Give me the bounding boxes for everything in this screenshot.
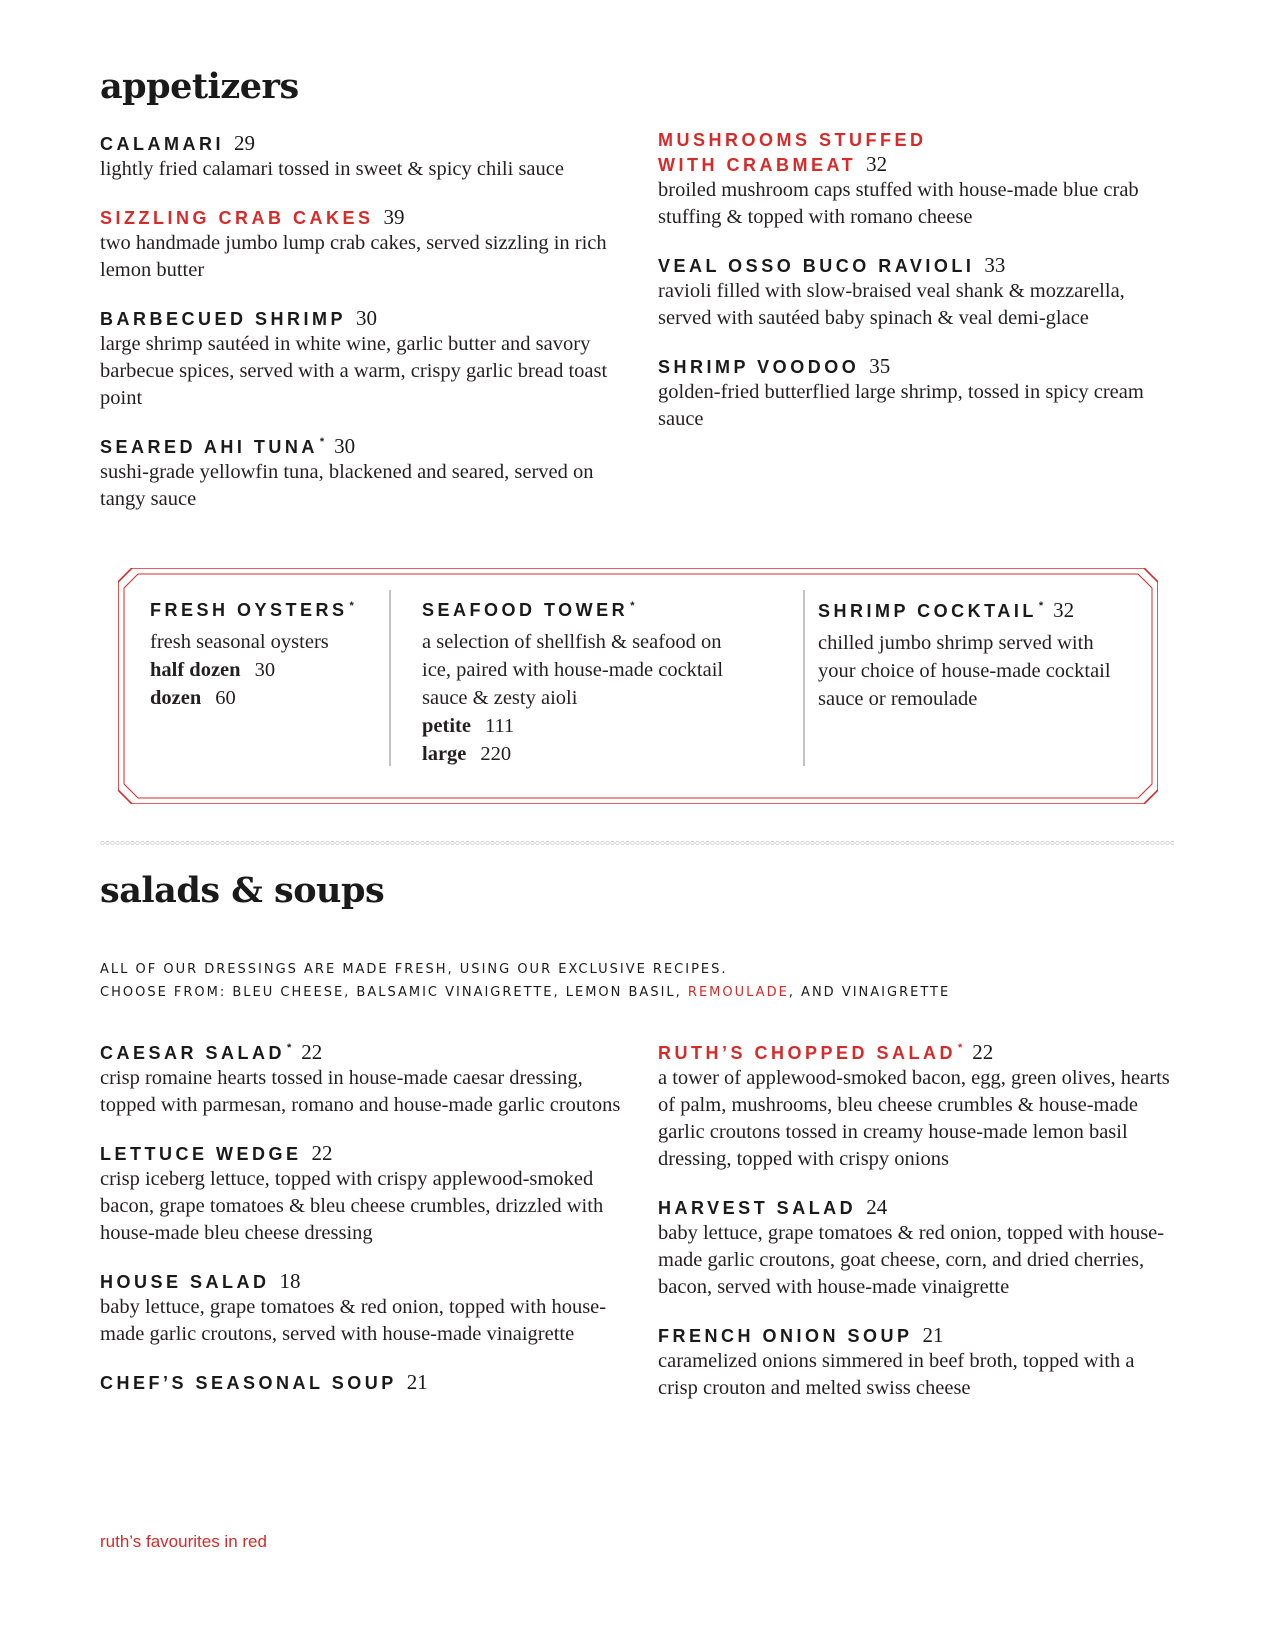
menu-item-sizzling-crab-cakes: [100, 205, 620, 284]
menu-item-caesar-salad: [100, 1040, 630, 1119]
item-name: CAESAR SALAD: [100, 1043, 286, 1063]
size-price: 220: [480, 743, 512, 765]
item-name: SIZZLING CRAB CAKES: [100, 208, 374, 228]
menu-item-lettuce-wedge: [100, 1141, 630, 1247]
notice-text: CHOOSE FROM: BLEU CHEESE, BALSAMIC VINAIGRETTE, LEMON BASIL,: [100, 985, 688, 1000]
menu-item-mushrooms-stuffed: [658, 128, 1178, 231]
item-price: 22: [311, 1141, 333, 1165]
item-name: CHEF’S SEASONAL SOUP: [100, 1373, 397, 1393]
notice-highlight-remoulade: REMOULADE: [687, 985, 789, 1000]
item-description: chilled jumbo shrimp served with your choice of house-made cocktail sauce or remoulade: [818, 632, 1111, 710]
item-price: 18: [279, 1269, 301, 1293]
item-description: crisp iceberg lettuce, topped with crispy applewood-smoked bacon, grape tomatoes & bleu cheese crumbles, drizzled with house-made bleu cheese dressing: [100, 1168, 604, 1244]
menu-item-ruths-chopped-salad: [658, 1040, 1178, 1173]
item-name: HARVEST SALAD: [658, 1198, 857, 1218]
menu-item-harvest-salad: [658, 1195, 1178, 1301]
item-name: BARBECUED SHRIMP: [100, 309, 347, 329]
item-price: 32: [1053, 598, 1075, 622]
item-description: ravioli filled with slow-braised veal shank & mozzarella, served with sautéed baby spinach & veal demi-glace: [658, 280, 1125, 329]
size-label: dozen: [150, 687, 202, 709]
item-name: CALAMARI: [100, 134, 224, 154]
item-name: VEAL OSSO BUCO RAVIOLI: [658, 256, 975, 276]
appetizers-heading: appetizers: [100, 66, 299, 107]
salads-right-column: [658, 1040, 1178, 1424]
size-price: 60: [215, 687, 236, 709]
item-description: lightly fried calamari tossed in sweet & spicy chili sauce: [100, 158, 564, 180]
menu-item-house-salad: [100, 1269, 630, 1348]
item-description: baby lettuce, grape tomatoes & red onion, topped with house-made garlic croutons, goat cheese, corn, and dried cherries, bacon, served with house-made vinaigrette: [658, 1222, 1165, 1298]
size-label: petite: [422, 715, 471, 737]
item-name: FRENCH ONION SOUP: [658, 1326, 913, 1346]
raw-warning-asterisk: *: [958, 1042, 963, 1054]
raw-warning-asterisk: *: [349, 600, 354, 612]
item-name: SHRIMP VOODOO: [658, 357, 860, 377]
item-description: baby lettuce, grape tomatoes & red onion, topped with house-made garlic croutons, served with house-made vinaigrette: [100, 1296, 607, 1345]
raw-bar-oysters: [150, 598, 380, 712]
raw-bar-box: [118, 568, 1158, 804]
menu-item-chefs-seasonal-soup: [100, 1370, 630, 1395]
appetizers-right-column: [658, 128, 1178, 455]
appetizers-left-column: [100, 131, 620, 535]
notice-text: , AND VINAIGRETTE: [788, 985, 951, 1000]
size-label: large: [422, 743, 467, 765]
item-name: RUTH’S CHOPPED SALAD: [658, 1043, 957, 1063]
item-name: LETTUCE WEDGE: [100, 1144, 302, 1164]
item-name: HOUSE SALAD: [100, 1272, 270, 1292]
item-name: SEARED AHI TUNA: [100, 437, 318, 457]
item-price: 30: [334, 434, 356, 458]
item-price: 39: [383, 205, 405, 229]
item-price: 22: [972, 1040, 994, 1064]
raw-warning-asterisk: *: [287, 1042, 292, 1054]
item-name-line2: WITH CRABMEAT: [658, 155, 857, 175]
menu-item-calamari: [100, 131, 620, 183]
item-description: caramelized onions simmered in beef broth, topped with a crisp crouton and melted swiss cheese: [658, 1350, 1135, 1399]
salads-soups-heading: salads & soups: [100, 870, 385, 911]
raw-warning-asterisk: *: [630, 600, 635, 612]
size-price: 30: [254, 659, 276, 681]
item-description: sushi-grade yellowfin tuna, blackened and seared, served on tangy sauce: [100, 461, 594, 510]
item-description: a tower of applewood-smoked bacon, egg, green olives, hearts of palm, mushrooms, bleu cheese crumbles & house-made garlic croutons tossed in creamy house-made lemon basil dressing, topped with crispy onions: [658, 1067, 1170, 1170]
item-price: 33: [984, 253, 1006, 277]
menu-item-seared-ahi-tuna: [100, 434, 620, 513]
notice-line-1: ALL OF OUR DRESSINGS ARE MADE FRESH, USING OUR EXCLUSIVE RECIPES.: [100, 962, 728, 977]
ornamental-divider: [100, 840, 1174, 846]
item-description: broiled mushroom caps stuffed with house-made blue crab stuffing & topped with romano cheese: [658, 179, 1139, 228]
raw-bar-shrimp-cocktail: [818, 598, 1118, 713]
item-price: 21: [922, 1323, 944, 1347]
item-name-line1: MUSHROOMS STUFFED: [658, 130, 927, 150]
item-price: 32: [866, 152, 888, 176]
item-price: 35: [869, 354, 891, 378]
item-name: FRESH OYSTERS: [150, 600, 348, 620]
raw-bar-seafood-tower: [422, 598, 752, 768]
size-price: 111: [484, 715, 515, 737]
item-description: a selection of shellfish & seafood on ice, paired with house-made cocktail sauce & zesty aioli: [422, 631, 724, 709]
item-price: 22: [301, 1040, 323, 1064]
item-description: crisp romaine hearts tossed in house-made caesar dressing, topped with parmesan, romano and house-made garlic croutons: [100, 1067, 621, 1116]
item-name: SHRIMP COCKTAIL: [818, 601, 1037, 621]
item-price: 24: [866, 1195, 888, 1219]
menu-item-french-onion-soup: [658, 1323, 1178, 1402]
size-label: half dozen: [150, 659, 241, 681]
dressings-notice: [100, 958, 950, 1004]
raw-warning-asterisk: *: [319, 436, 325, 448]
item-price: 21: [406, 1370, 428, 1394]
item-description: two handmade jumbo lump crab cakes, served sizzling in rich lemon butter: [100, 232, 607, 281]
menu-item-shrimp-voodoo: [658, 354, 1178, 433]
favourites-legend: ruth’s favourites in red: [100, 1532, 267, 1551]
raw-warning-asterisk: *: [1038, 600, 1044, 612]
item-description: large shrimp sautéed in white wine, garlic butter and savory barbecue spices, served with a warm, crispy garlic bread toast point: [100, 333, 608, 409]
item-description: fresh seasonal oysters: [150, 631, 329, 653]
item-price: 30: [356, 306, 378, 330]
menu-item-barbecued-shrimp: [100, 306, 620, 412]
item-name: SEAFOOD TOWER: [422, 600, 629, 620]
notice-line-2: [100, 981, 950, 1004]
menu-item-veal-osso-buco-ravioli: [658, 253, 1178, 332]
item-price: 29: [234, 131, 255, 155]
item-description: golden-fried butterflied large shrimp, tossed in spicy cream sauce: [658, 381, 1144, 430]
salads-left-column: [100, 1040, 630, 1417]
